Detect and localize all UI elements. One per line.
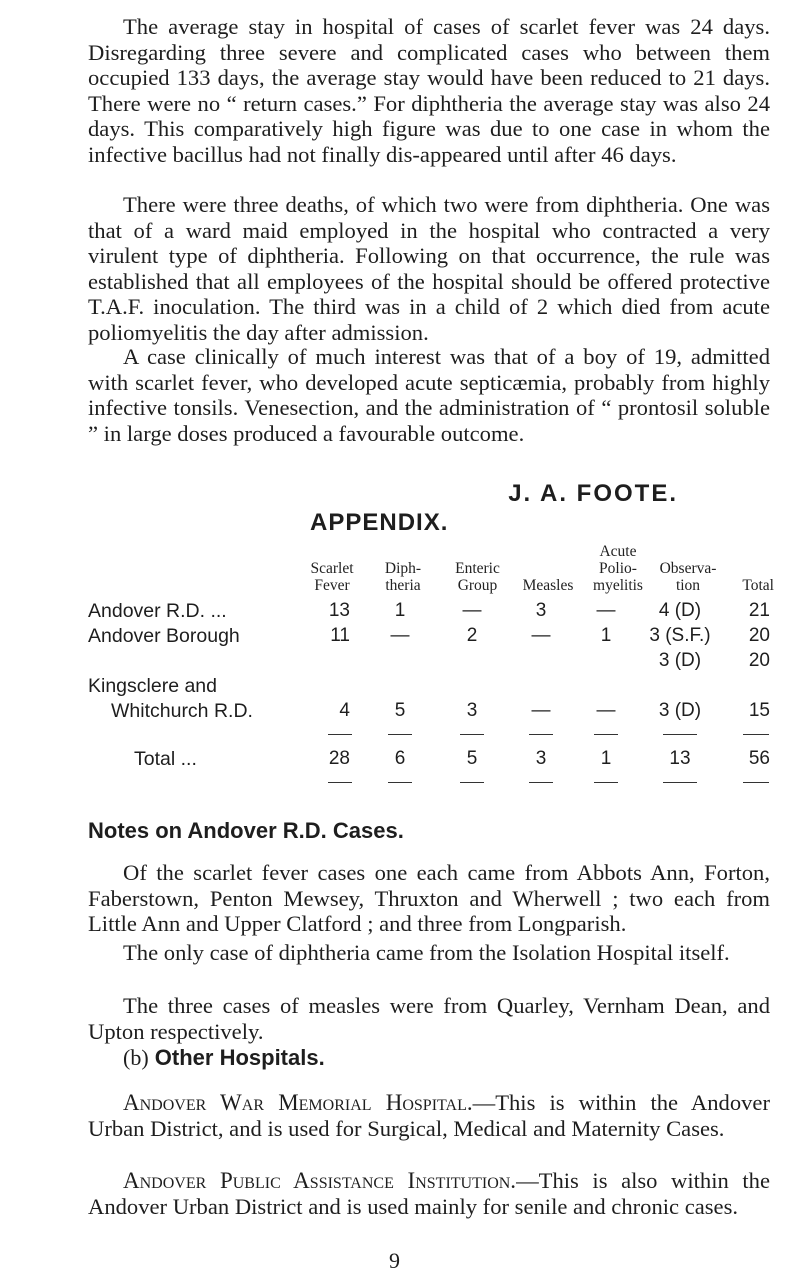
table-cell: —	[390, 625, 410, 646]
table-cell: 5	[394, 700, 406, 721]
paragraph-notes-diphtheria: The only case of diphtheria came from the Isolation Hospital itself.	[123, 940, 730, 965]
table-cell: 4 (D)	[658, 600, 702, 621]
author-signature: J. A. FOOTE.	[508, 480, 678, 507]
divider	[328, 782, 352, 783]
institution-name: Andover Public Assistance Institution.	[123, 1168, 517, 1193]
table-cell: 2	[466, 625, 478, 646]
row-label: Andover R.D. ...	[88, 600, 227, 622]
table-cell: 3	[535, 600, 547, 621]
table-cell: 3	[535, 748, 547, 769]
table-cell: 11	[330, 625, 350, 646]
col-header-line: Scarlet	[310, 560, 354, 577]
table-cell: 1	[600, 625, 612, 646]
table-cell: 13	[328, 600, 350, 621]
col-header-line: Polio-	[599, 560, 637, 577]
divider	[460, 782, 484, 783]
col-header-line: Diph-	[384, 560, 422, 577]
row-label: Kingsclere and	[88, 675, 217, 697]
table-cell: 13	[669, 748, 691, 769]
table-cell: 56	[748, 748, 770, 769]
divider	[594, 734, 618, 735]
col-header-measles	[512, 577, 584, 594]
table-cell: 3 (D)	[658, 650, 702, 671]
divider	[529, 734, 553, 735]
other-hospitals-heading	[123, 1045, 325, 1071]
table-cell: 1	[600, 748, 612, 769]
col-header-line: theria	[385, 577, 421, 594]
paragraph-deaths: There were three deaths, of which two were from diphtheria. One was that of a ward maid employed in the hospital who contracted a very virulent type of diphtheria. Following on that occurrence, the rule was established that all employees of the hospital should be offered protective T.A.F. inoculation. The third was in a child of 2 which died from acute poliomyelitis the day after admission.	[88, 192, 770, 345]
divider	[663, 782, 697, 783]
row-label: Whitchurch R.D.	[111, 700, 253, 722]
col-header-enteric-group	[440, 560, 515, 594]
paragraph-notes-scarlet-fever: Of the scarlet fever cases one each came from Abbots Ann, Forton, Faberstown, Penton Mewsey, Thruxton and Wherwell ; two each from Little Ann and Upper Clatford ; and three from Longparish.	[88, 860, 770, 937]
col-header-line: Fever	[314, 577, 350, 594]
notes-heading: Notes on Andover R.D. Cases.	[88, 818, 404, 843]
institution-name: Andover War Memorial Hospital.	[123, 1090, 473, 1115]
col-header-line: Total	[742, 577, 774, 594]
col-header-total	[718, 577, 774, 594]
row-label: Andover Borough	[88, 625, 240, 647]
paragraph-public-assistance	[88, 1168, 770, 1219]
table-cell: —	[531, 625, 551, 646]
table-cell: 1	[394, 600, 406, 621]
institution-description: —This is within the Andover Urban District, and is used for Surgical, Medical and Maternity Cases.	[88, 1090, 770, 1141]
divider	[594, 782, 618, 783]
divider	[388, 782, 412, 783]
col-header-observation	[648, 560, 728, 594]
paragraph-case-of-interest: A case clinically of much interest was that of a boy of 19, admitted with scarlet fever, who developed acute septicæmia, probably from highly infective tonsils. Venesection, and the administration of “ prontosil soluble ” in large doses produced a favourable outcome.	[88, 344, 770, 446]
table-cell: 4	[339, 700, 350, 721]
table-cell: 28	[328, 748, 350, 769]
paragraph-scarlet-fever-stay: The average stay in hospital of cases of scarlet fever was 24 days. Disregarding three severe and complicated cases who between them occupied 133 days, the average stay would have been reduced to 21 days. There were no “ return cases.” For diphtheria the average stay was also 24 days. This comparatively high figure was due to one case in whom the infective bacillus had not finally dis-appeared until after 46 days.	[88, 14, 770, 167]
table-cell: —	[531, 700, 551, 721]
col-header-scarlet-fever	[291, 560, 373, 594]
appendix-title: APPENDIX.	[310, 509, 449, 536]
table-cell: 20	[748, 625, 770, 646]
section-marker: (b)	[123, 1045, 149, 1070]
institution-description: —This is also within the Andover Urban District and is used mainly for senile and chronic cases.	[88, 1168, 770, 1219]
col-header-line: Group	[457, 577, 498, 594]
table-cell: 5	[466, 748, 478, 769]
page-number: 9	[389, 1248, 400, 1273]
col-header-line: myelitis	[593, 577, 643, 594]
paragraph-notes-measles: The three cases of measles were from Quarley, Vernham Dean, and Upton respectively.	[88, 993, 770, 1044]
table-cell: 15	[748, 700, 770, 721]
table-cell: 3 (S.F.)	[649, 625, 711, 646]
table-cell: 6	[394, 748, 406, 769]
col-header-line: tion	[675, 577, 701, 594]
divider	[529, 782, 553, 783]
divider	[328, 734, 352, 735]
table-cell: 20	[748, 650, 770, 671]
paragraph-war-memorial	[88, 1090, 770, 1141]
table-cell: 3	[466, 700, 478, 721]
row-label: Total ...	[134, 748, 197, 770]
col-header-acute-poliomyelitis	[578, 543, 658, 594]
divider	[663, 734, 697, 735]
divider	[743, 734, 769, 735]
col-header-diphtheria	[368, 560, 438, 594]
col-header-line: Enteric	[455, 560, 500, 577]
col-header-line: Acute	[599, 543, 637, 560]
table-cell: 3 (D)	[658, 700, 702, 721]
table-cell: —	[596, 700, 616, 721]
divider	[388, 734, 412, 735]
divider	[460, 734, 484, 735]
divider	[743, 782, 769, 783]
col-header-line: Observa-	[659, 560, 717, 577]
table-cell: —	[596, 600, 616, 621]
table-cell: 21	[748, 600, 770, 621]
table-cell: —	[462, 600, 482, 621]
col-header-line: Measles	[522, 577, 574, 594]
section-title: Other Hospitals.	[154, 1045, 325, 1070]
